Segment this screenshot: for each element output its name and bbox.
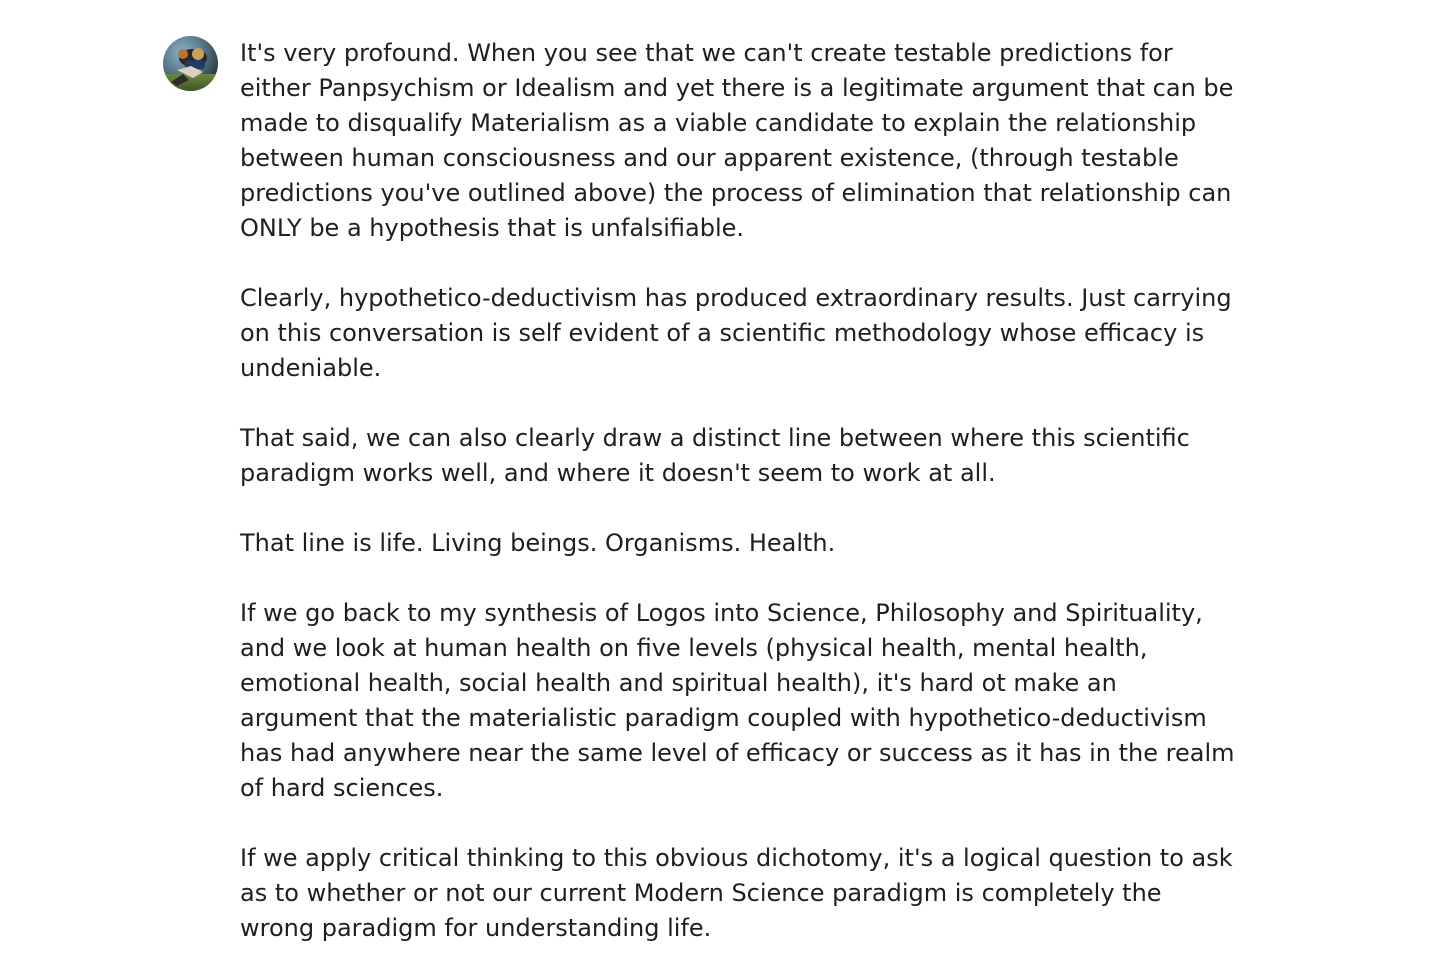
message-paragraph: That line is life. Living beings. Organisms. Health. <box>240 529 836 557</box>
user-avatar-icon <box>163 36 218 91</box>
message-text <box>240 36 1240 946</box>
message-paragraph: If we apply critical thinking to this obvious dichotomy, it's a logical question to ask as to whether or not our current Modern Science paradigm is completely the wrong paradigm for understanding life. <box>240 844 1233 942</box>
avatar[interactable] <box>163 36 218 91</box>
message-paragraph: That said, we can also clearly draw a distinct line between where this scientific paradigm works well, and where it doesn't seem to work at all. <box>240 424 1190 487</box>
message-paragraph: Clearly, hypothetico-deductivism has produced extraordinary results. Just carrying on this conversation is self evident of a scientific methodology whose efficacy is undeniable. <box>240 284 1232 382</box>
message-paragraph: If we go back to my synthesis of Logos into Science, Philosophy and Spirituality, and we look at human health on five levels (physical health, mental health, emotional health, social health and spiritual health), it's hard ot make an argument that the materialistic paradigm coupled with hypothetico-deductivism has had anywhere near the same level of efficacy or success as it has in the realm of hard sciences. <box>240 599 1235 802</box>
message-paragraph: It's very profound. When you see that we can't create testable predictions for either Panpsychism or Idealism and yet there is a legitimate argument that can be made to disqualify Materialism as a viable candidate to explain the relationship between human consciousness and our apparent existence, (through testable predictions you've outlined above) the process of elimination that relationship can ONLY be a hypothesis that is unfalsifiable. <box>240 39 1234 242</box>
